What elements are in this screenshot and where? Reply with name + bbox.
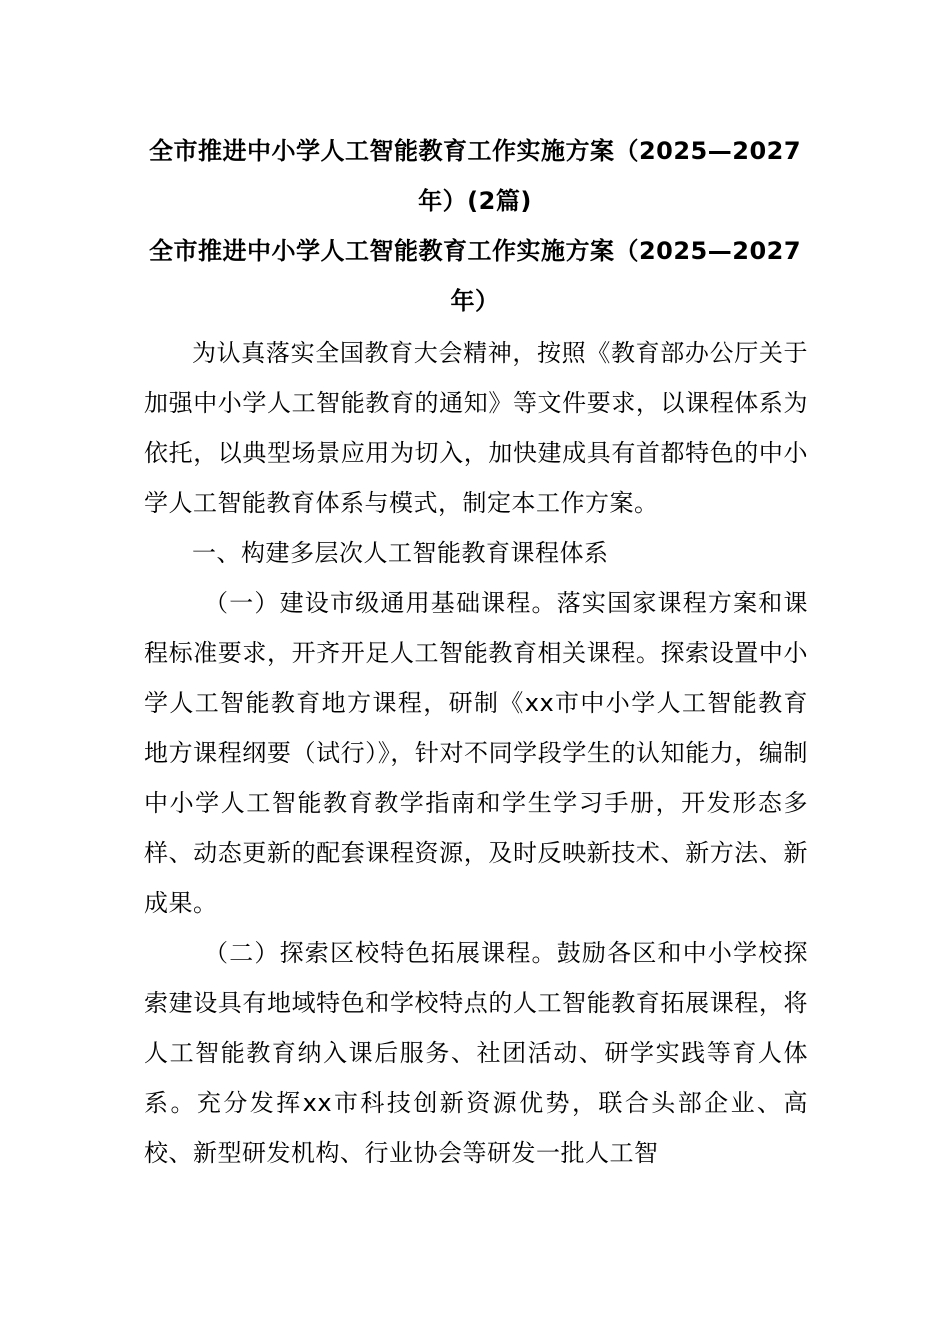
title-block <box>140 126 810 326</box>
section-1-item-2: （二）探索区校特色拓展课程。鼓励各区和中小学校探索建设具有地域特色和学校特点的人工智能教育拓展课程，将人工智能教育纳入课后服务、社团活动、研学实践等育人体系。充分发挥xx市科技创新资源优势，联合头部企业、高校、新型研发机构、行业协会等研发一批人工智 <box>144 939 808 1167</box>
document-subtitle: 全市推进中小学人工智能教育工作实施方案（2025—2027年） <box>148 237 802 315</box>
intro-paragraph: 为认真落实全国教育大会精神，按照《教育部办公厅关于加强中小学人工智能教育的通知》等文件要求，以课程体系为依托，以典型场景应用为切入，加快建成具有首都特色的中小学人工智能教育体系与模式，制定本工作方案。 <box>144 339 808 517</box>
document-title: 全市推进中小学人工智能教育工作实施方案（2025—2027年）(2篇) <box>148 137 802 215</box>
section-heading-1: 一、构建多层次人工智能教育课程体系 <box>192 539 609 567</box>
document-body <box>144 328 808 1178</box>
section-1-item-1: （一）建设市级通用基础课程。落实国家课程方案和课程标准要求，开齐开足人工智能教育相关课程。探索设置中小学人工智能教育地方课程，研制《xx市中小学人工智能教育地方课程纲要（试行）》，针对不同学段学生的认知能力，编制中小学人工智能教育教学指南和学生学习手册，开发形态多样、动态更新的配套课程资源，及时反映新技术、新方法、新成果。 <box>144 589 808 917</box>
